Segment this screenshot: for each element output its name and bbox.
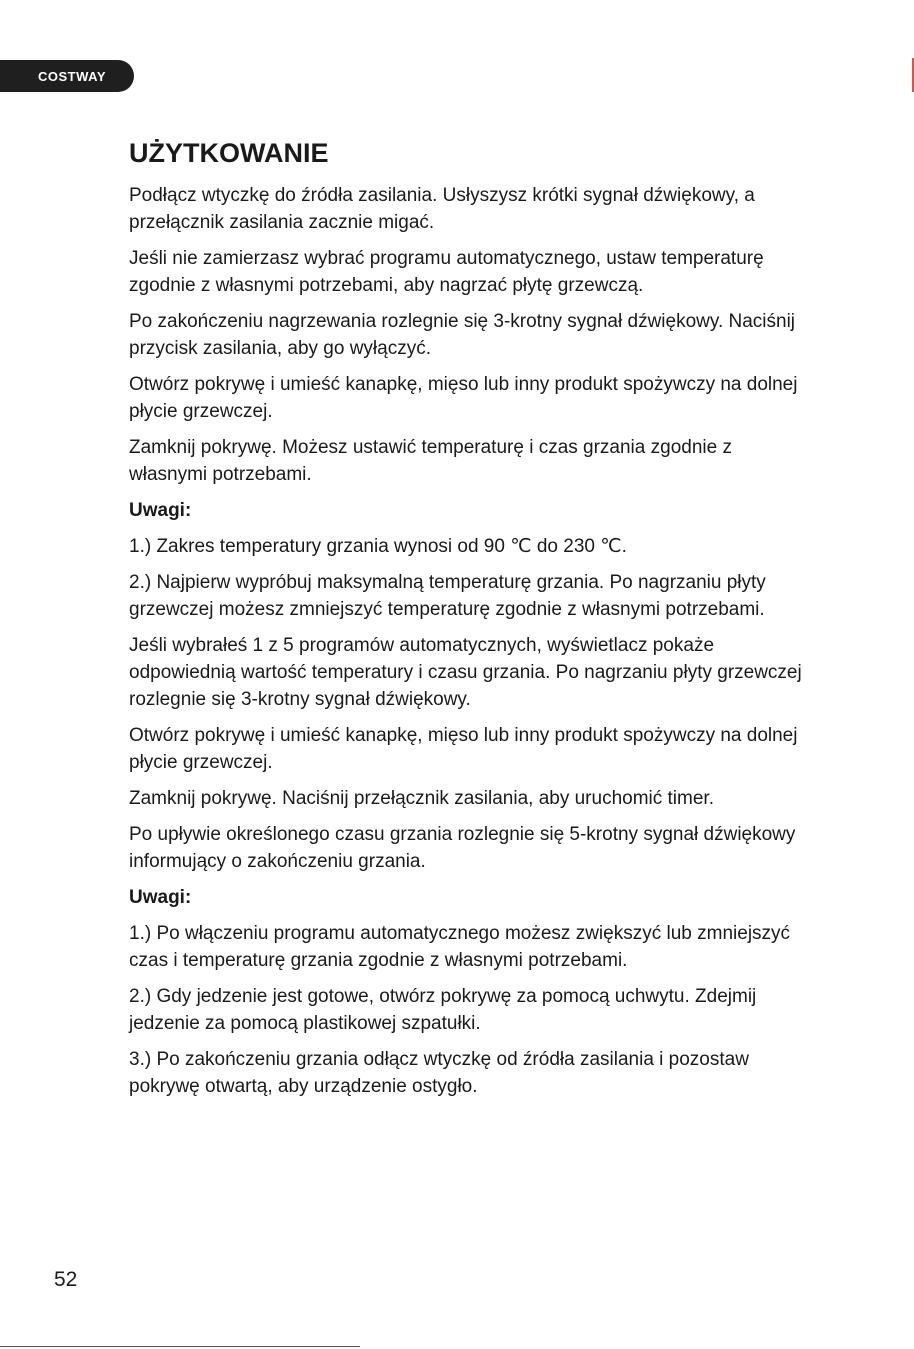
note-item: 2.) Najpierw wypróbuj maksymalną temperaturę grzania. Po nagrzaniu płyty grzewczej możesz zmniejszyć temperaturę zgodnie z własnymi potrzebami. [129,572,766,620]
usage-paragraph: Otwórz pokrywę i umieść kanapkę, mięso lub inny produkt spożywczy na dolnej płycie grzewczej. [129,725,798,773]
notes-heading: Uwagi: [129,500,192,521]
manual-content [129,136,809,1109]
brand-logo-text: COSTWAY [38,69,107,84]
usage-paragraph: Podłącz wtyczkę do źródła zasilania. Usłyszysz krótki sygnał dźwiękowy, a przełącznik zasilania zacznie migać. [129,185,755,233]
note-item: 2.) Gdy jedzenie jest gotowe, otwórz pokrywę za pomocą uchwytu. Zdejmij jedzenie za pomocą plastikowej szpatułki. [129,986,757,1034]
usage-paragraph: Po upływie określonego czasu grzania rozlegnie się 5-krotny sygnał dźwiękowy informujący o zakończeniu grzania. [129,824,796,872]
note-item: 1.) Po włączeniu programu automatycznego możesz zwiększyć lub zmniejszyć czas i temperaturę grzania zgodnie z własnymi potrzebami. [129,923,791,971]
usage-paragraph: Zamknij pokrywę. Naciśnij przełącznik zasilania, aby uruchomić timer. [129,788,714,809]
usage-paragraph: Po zakończeniu nagrzewania rozlegnie się 3-krotny sygnał dźwiękowy. Naciśnij przycisk zasilania, aby go wyłączyć. [129,311,796,359]
bottom-divider [0,1346,360,1347]
notes-heading: Uwagi: [129,887,192,908]
usage-paragraph: Jeśli nie zamierzasz wybrać programu automatycznego, ustaw temperaturę zgodnie z własnymi potrzebami, aby nagrzać płytę grzewczą. [129,248,764,296]
usage-paragraph: Otwórz pokrywę i umieść kanapkę, mięso lub inny produkt spożywczy na dolnej płycie grzewczej. [129,374,798,422]
usage-paragraph: Zamknij pokrywę. Możesz ustawić temperaturę i czas grzania zgodnie z własnymi potrzebami. [129,437,732,485]
brand-logo-tab [0,60,134,92]
page-title: UŻYTKOWANIE [129,138,329,168]
note-item: 3.) Po zakończeniu grzania odłącz wtyczkę od źródła zasilania i pozostaw pokrywę otwartą, aby urządzenie ostygło. [129,1049,749,1097]
note-item: 1.) Zakres temperatury grzania wynosi od 90 ℃ do 230 ℃. [129,536,627,557]
usage-paragraph: Jeśli wybrałeś 1 z 5 programów automatycznych, wyświetlacz pokaże odpowiednią wartość temperatury i czasu grzania. Po nagrzaniu płyty grzewczej rozlegnie się 3-krotny sygnał dźwiękowy. [129,635,802,710]
page-number: 52 [54,1268,78,1291]
